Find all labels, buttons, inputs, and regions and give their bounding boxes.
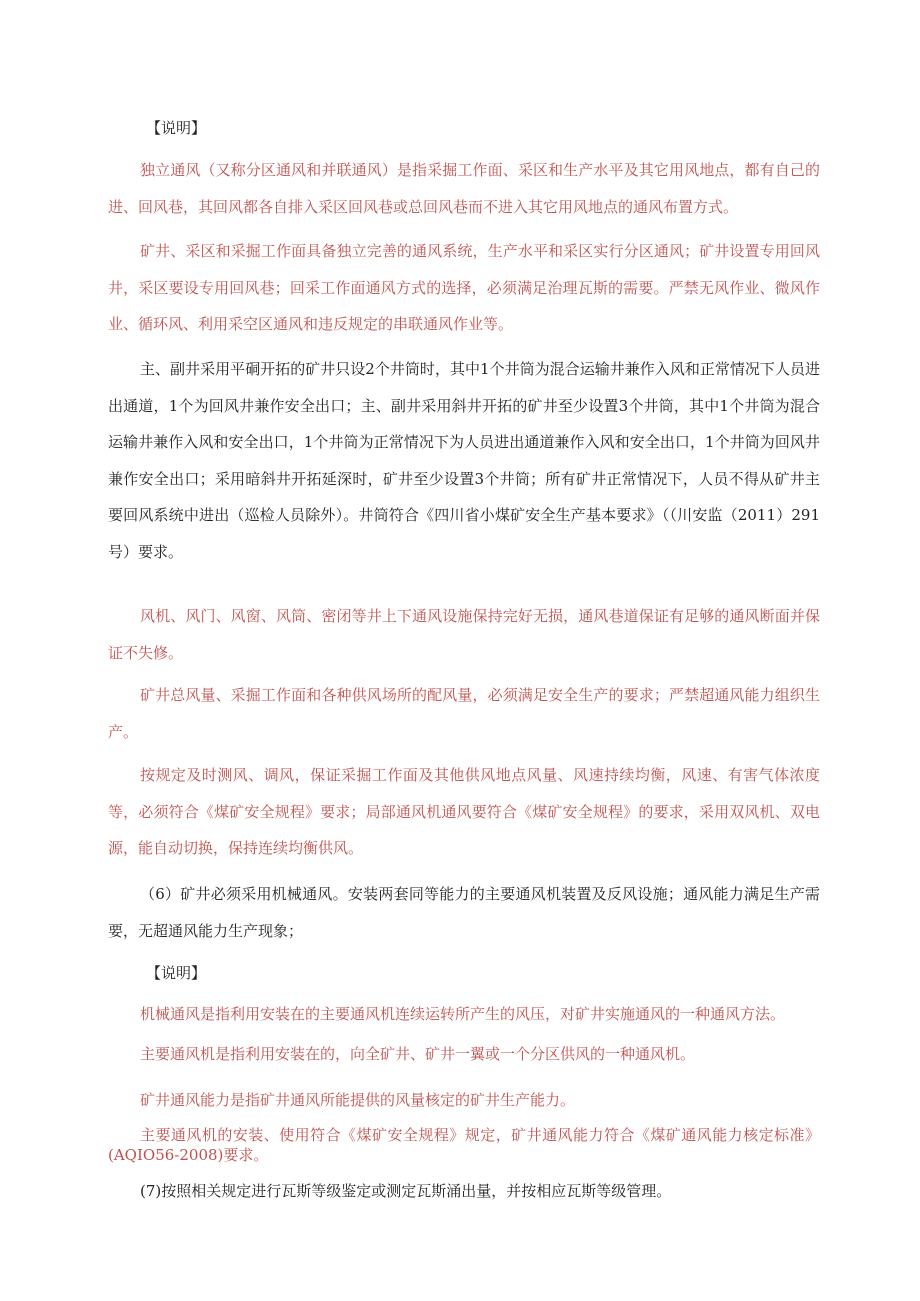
paragraph-independent-ventilation: 独立通风（又称分区通风和并联通风）是指采掘工作面、采区和生产水平及其它用风地点，都有自己的进、回风巷，其回风都各自排入采区回风巷或总回风巷而不进入其它用风地点的通风布置方式。 (108, 161, 820, 216)
note-label-2: 【说明】 (146, 964, 207, 982)
paragraph-shafts: 主、副井采用平硐开拓的矿井只设2个井筒时，其中1个井筒为混合运输井兼作入风和正常情况下人员进出通道，1个为回风井兼作安全出口；主、副井采用斜井开拓的矿井至少设置3个井筒，其中1个井筒为混合运输井兼作入风和安全出口，1个井筒为正常情况下为人员进出通道兼作入风和安全出口，1个井筒为回风井兼作安全出口；采用暗斜井开拓延深时，矿井至少设置3个井筒；所有矿井正常情况下，人员不得从矿井主要回风系统中进出（巡检人员除外）。井筒符合《四川省小煤矿安全生产基本要求》（（川安监（2011）291号）要求。 (108, 360, 820, 561)
paragraph-ventilation-facilities: 风机、风门、风窗、风筒、密闭等井上下通风设施保持完好无损，通风巷道保证有足够的通风断面并保证不失修。 (108, 607, 820, 662)
paragraph-main-fan-installation: 主要通风机的安装、使用符合《煤矿安全规程》规定，矿井通风能力符合《煤矿通风能力核定标准》(AQIO56-2008)要求。 (108, 1126, 820, 1164)
paragraph-main-fan: 主要通风机是指利用安装在的，向全矿井、矿井一翼或一个分区供风的一种通风机。 (140, 1045, 696, 1063)
paragraph-ventilation-capacity: 矿井通风能力是指矿井通风所能提供的风量核定的矿井生产能力。 (140, 1091, 576, 1109)
note-label: 【说明】 (146, 119, 207, 137)
paragraph-item-6: （6）矿井必须采用机械通风。安装两套同等能力的主要通风机装置及反风设施；通风能力满足生产需要，无超通风能力生产现象； (108, 885, 820, 940)
paragraph-item-7: (7)按照相关规定进行瓦斯等级鉴定或测定瓦斯涌出量，并按相应瓦斯等级管理。 (140, 1182, 672, 1200)
paragraph-air-measurement: 按规定及时测风、调风，保证采掘工作面及其他供风地点风量、风速持续均衡，风速、有害气体浓度等，必须符合《煤矿安全规程》要求；局部通风机通风要符合《煤矿安全规程》的要求，采用双风机、双电源，能自动切换，保持连续均衡供风。 (108, 766, 820, 857)
paragraph-air-volume: 矿井总风量、采掘工作面和各种供风场所的配风量，必须满足安全生产的要求；严禁超通风能力组织生产。 (108, 686, 820, 741)
paragraph-ventilation-system: 矿井、采区和采掘工作面具备独立完善的通风系统，生产水平和采区实行分区通风；矿井设置专用回风井，采区要设专用回风巷；回采工作面通风方式的选择，必须满足治理瓦斯的需要。严禁无风作业、微风作业、循环风、利用采空区通风和违反规定的串联通风作业等。 (108, 242, 820, 333)
paragraph-mechanical-ventilation: 机械通风是指利用安装在的主要通风机连续运转所产生的风压，对矿井实施通风的一种通风方法。 (140, 1005, 786, 1023)
